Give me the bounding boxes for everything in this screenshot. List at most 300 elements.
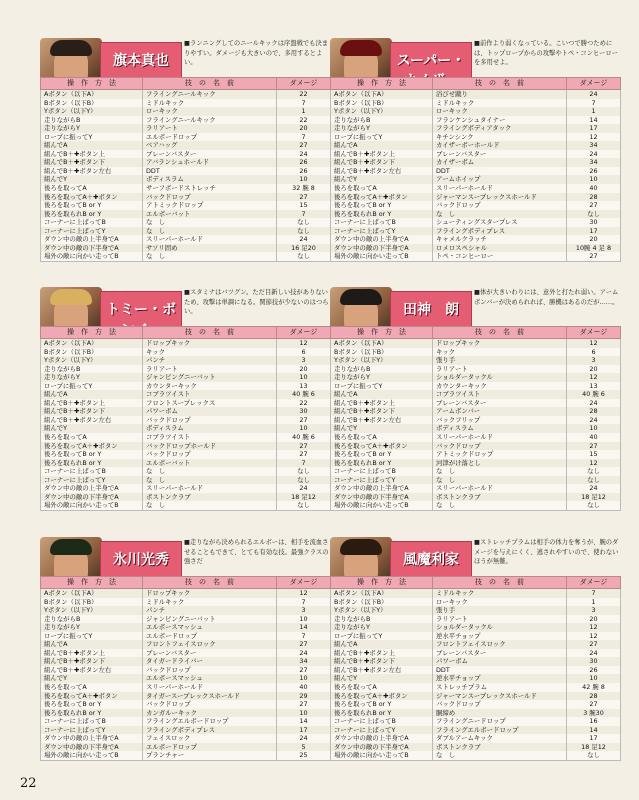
table-row: [41, 424, 331, 433]
character-section: [40, 36, 330, 261]
move-name-cell: バックドロップホールド: [143, 442, 277, 451]
damage-cell: 24: [277, 150, 331, 159]
move-name-cell: ミドルキック: [143, 99, 277, 108]
table-row: [331, 399, 621, 408]
input-method-cell: Aボタン（以下A）: [331, 339, 433, 348]
move-name-cell: バックドロップ: [143, 416, 277, 425]
input-method-cell: 後ろを取ってA: [41, 184, 143, 193]
move-name-cell: バックドロップ: [143, 700, 277, 709]
character-name: 風魔利家: [403, 552, 459, 568]
input-method-cell: 後ろを取ってA: [41, 683, 143, 692]
input-method-cell: Yボタン（以下Y）: [41, 107, 143, 116]
damage-cell: 22: [277, 90, 331, 99]
damage-cell: 20: [277, 365, 331, 374]
damage-cell: 7: [277, 133, 331, 142]
move-name-cell: ショルダータックル: [433, 373, 567, 382]
input-method-cell: 組んでB＋✚ボタン下: [331, 158, 433, 167]
move-name-cell: ストレッチプラム: [433, 683, 567, 692]
move-table: [40, 77, 331, 262]
move-table: [330, 576, 621, 761]
column-header-move: 技 の 名 前: [433, 78, 567, 90]
input-method-cell: 場外の敵に向かい走ってB: [41, 751, 143, 760]
input-method-cell: 場外の敵に向かい走ってB: [41, 252, 143, 261]
table-row: [331, 598, 621, 607]
damage-cell: 24: [277, 484, 331, 493]
damage-cell: 10: [567, 674, 621, 683]
move-name-cell: アームボンバー: [433, 407, 567, 416]
damage-cell: 20: [567, 615, 621, 624]
table-row: [331, 433, 621, 442]
input-method-cell: 後ろを取ってB or Y: [331, 700, 433, 709]
table-row: [41, 467, 331, 476]
move-name-cell: キック: [433, 348, 567, 357]
table-row: [331, 133, 621, 142]
page-number: 22: [20, 776, 37, 791]
input-method-cell: 走りながらY: [41, 124, 143, 133]
input-method-cell: Aボタン（以下A）: [41, 339, 143, 348]
table-row: [331, 476, 621, 485]
input-method-cell: ダウン中の敵の上半身でA: [41, 484, 143, 493]
input-method-cell: 走りながらB: [331, 116, 433, 125]
damage-cell: 40 腕 6: [277, 433, 331, 442]
damage-cell: 30: [277, 407, 331, 416]
table-row: [41, 459, 331, 468]
move-name-cell: トペ・コンヒーロー: [433, 252, 567, 261]
damage-cell: なし: [567, 476, 621, 485]
character-name: 田神 朗: [403, 302, 459, 318]
input-method-cell: 組んでB＋✚ボタン左右: [41, 416, 143, 425]
input-method-cell: コーナーに上ばってY: [41, 476, 143, 485]
damage-cell: 25: [277, 751, 331, 760]
damage-cell: 27: [277, 700, 331, 709]
damage-cell: 1: [567, 598, 621, 607]
damage-cell: 10: [567, 424, 621, 433]
damage-cell: 7: [277, 459, 331, 468]
move-name-cell: ドロップキック: [143, 589, 277, 598]
move-name-cell: アームホイップ: [433, 175, 567, 184]
table-row: [41, 709, 331, 718]
move-name-cell: ドロップキック: [143, 339, 277, 348]
move-name-cell: ミドルキック: [433, 589, 567, 598]
input-method-cell: 走りながらB: [41, 116, 143, 125]
input-method-cell: 後ろを取られB or Y: [331, 210, 433, 219]
damage-cell: 5: [277, 743, 331, 752]
move-name-cell: フライングエルボードロップ: [143, 717, 277, 726]
table-row: [41, 700, 331, 709]
move-name-cell: キャメルクラッチ: [433, 235, 567, 244]
table-row: [41, 623, 331, 632]
table-row: [331, 390, 621, 399]
table-row: [41, 365, 331, 374]
move-name-cell: エルボードロップ: [143, 133, 277, 142]
character-name: トミー・ボ: [106, 302, 176, 318]
move-name-cell: な し: [433, 467, 567, 476]
table-row: [41, 598, 331, 607]
damage-cell: 1: [567, 107, 621, 116]
input-method-cell: 後ろを取られB or Y: [331, 709, 433, 718]
move-name-cell: DDT: [433, 167, 567, 176]
table-row: [41, 416, 331, 425]
move-name-cell: フライングニールキック: [143, 116, 277, 125]
move-name-cell: スリーパーホールド: [143, 235, 277, 244]
table-row: [331, 116, 621, 125]
input-method-cell: ダウン中の敵の下半身でA: [41, 493, 143, 502]
table-row: [331, 218, 621, 227]
input-method-cell: ダウン中の敵の上半身でA: [331, 484, 433, 493]
table-row: [41, 124, 331, 133]
input-method-cell: 組んでB＋✚ボタン左右: [331, 167, 433, 176]
input-method-cell: Yボタン（以下Y）: [41, 356, 143, 365]
damage-cell: 10: [277, 709, 331, 718]
damage-cell: 17: [277, 726, 331, 735]
table-row: [41, 683, 331, 692]
input-method-cell: 組んでB＋✚ボタン下: [41, 407, 143, 416]
character-name-plate: [100, 42, 182, 78]
damage-cell: 34: [567, 158, 621, 167]
move-name-cell: バックドロップ: [433, 700, 567, 709]
damage-cell: 27: [567, 640, 621, 649]
input-method-cell: Yボタン（以下Y）: [331, 606, 433, 615]
move-name-cell: 浴びせ蹴り: [433, 90, 567, 99]
table-row: [41, 244, 331, 253]
move-name-cell: スリーパーホールド: [143, 683, 277, 692]
move-name-cell: な し: [433, 476, 567, 485]
move-name-cell: コブラツイスト: [433, 390, 567, 399]
input-method-cell: コーナーに上ばってY: [41, 227, 143, 236]
input-method-cell: ダウン中の敵の上半身でA: [331, 734, 433, 743]
table-row: [331, 623, 621, 632]
move-name-cell: パワーボム: [433, 657, 567, 666]
damage-cell: 6: [277, 348, 331, 357]
input-method-cell: ロープに振ってY: [41, 133, 143, 142]
input-method-cell: 場外の敵に向かい走ってB: [331, 252, 433, 261]
input-method-cell: コーナーに上ばってB: [331, 717, 433, 726]
input-method-cell: ロープに振ってY: [41, 632, 143, 641]
damage-cell: 24: [567, 399, 621, 408]
input-method-cell: ダウン中の敵の下半身でA: [331, 743, 433, 752]
table-row: [41, 373, 331, 382]
column-header-move: 技 の 名 前: [433, 577, 567, 589]
table-row: [41, 356, 331, 365]
input-method-cell: 走りながらY: [331, 623, 433, 632]
input-method-cell: Aボタン（以下A）: [331, 90, 433, 99]
move-name-cell: ボストンクラブ: [433, 493, 567, 502]
damage-cell: 30: [567, 218, 621, 227]
damage-cell: なし: [567, 467, 621, 476]
input-method-cell: 後ろを取ってB or Y: [41, 450, 143, 459]
move-table: [40, 576, 331, 761]
table-row: [331, 373, 621, 382]
table-row: [331, 424, 621, 433]
column-header-damage: ダメージ: [277, 327, 331, 339]
move-name-cell: ショルダータックル: [433, 623, 567, 632]
damage-cell: 7: [277, 99, 331, 108]
damage-cell: 3: [567, 606, 621, 615]
move-name-cell: ボストンクラブ: [433, 743, 567, 752]
input-method-cell: 組んでY: [41, 424, 143, 433]
damage-cell: 15: [277, 201, 331, 210]
table-row: [331, 709, 621, 718]
damage-cell: 7: [567, 589, 621, 598]
table-row: [331, 683, 621, 692]
move-name-cell: フランケンシュタイナー: [433, 116, 567, 125]
table-row: [41, 184, 331, 193]
table-row: [331, 365, 621, 374]
move-name-cell: フロントフェイスロック: [143, 640, 277, 649]
damage-cell: 14: [567, 116, 621, 125]
damage-cell: 20: [277, 124, 331, 133]
character-name-plate: [100, 541, 182, 577]
damage-cell: なし: [277, 252, 331, 261]
input-method-cell: 組んでY: [331, 424, 433, 433]
move-name-cell: 逆水平チョップ: [433, 674, 567, 683]
table-row: [331, 450, 621, 459]
input-method-cell: 走りながらB: [41, 615, 143, 624]
damage-cell: 27: [277, 640, 331, 649]
damage-cell: 27: [277, 666, 331, 675]
damage-cell: 27: [277, 193, 331, 202]
input-method-cell: Bボタン（以下B）: [41, 99, 143, 108]
table-row: [41, 632, 331, 641]
character-name-plate: [390, 42, 472, 78]
table-row: [41, 218, 331, 227]
table-row: [41, 193, 331, 202]
move-name-cell: な し: [143, 476, 277, 485]
damage-cell: 24: [567, 416, 621, 425]
input-method-cell: 走りながらY: [41, 373, 143, 382]
move-name-cell: カウンターキック: [433, 382, 567, 391]
table-row: [331, 107, 621, 116]
move-name-cell: ラリアート: [433, 365, 567, 374]
damage-cell: 27: [277, 416, 331, 425]
input-method-cell: 後ろを取ってA: [41, 433, 143, 442]
move-name-cell: カイザーボーホールド: [433, 141, 567, 150]
table-row: [41, 734, 331, 743]
move-name-cell: バックドロップ: [143, 193, 277, 202]
table-row: [41, 726, 331, 735]
column-header-damage: ダメージ: [567, 327, 621, 339]
input-method-cell: ダウン中の敵の下半身でA: [331, 244, 433, 253]
damage-cell: 10: [277, 674, 331, 683]
move-name-cell: キチンシンク: [433, 133, 567, 142]
damage-cell: 40: [277, 683, 331, 692]
table-row: [41, 442, 331, 451]
move-name-cell: アトミックドロップ: [433, 450, 567, 459]
move-table: [330, 77, 621, 262]
input-method-cell: ダウン中の敵の下半身でA: [331, 493, 433, 502]
move-name-cell: ジャーマンスープレックスホールド: [433, 692, 567, 701]
damage-cell: 6: [567, 348, 621, 357]
move-name-cell: パワーボム: [143, 407, 277, 416]
table-row: [41, 743, 331, 752]
input-method-cell: 場外の敵に向かい走ってB: [331, 751, 433, 760]
damage-cell: 40: [567, 433, 621, 442]
damage-cell: 14: [277, 623, 331, 632]
damage-cell: 27: [567, 442, 621, 451]
damage-cell: なし: [567, 210, 621, 219]
damage-cell: 10: [277, 615, 331, 624]
move-name-cell: ジャーマンスープレックスホールド: [433, 193, 567, 202]
move-name-cell: エルボーバット: [143, 210, 277, 219]
input-method-cell: 走りながらY: [41, 623, 143, 632]
table-row: [331, 606, 621, 615]
input-method-cell: 組んでB＋✚ボタン左右: [331, 666, 433, 675]
table-row: [41, 399, 331, 408]
input-method-cell: 後ろを取られB or Y: [41, 709, 143, 718]
input-method-cell: 後ろを取られB or Y: [41, 210, 143, 219]
table-row: [331, 734, 621, 743]
move-name-cell: アトミックドロップ: [143, 201, 277, 210]
move-name-cell: ブレーンバスター: [143, 150, 277, 159]
move-name-cell: タイガードライバー: [143, 657, 277, 666]
input-method-cell: 後ろを取ってA＋✚ボタン: [331, 692, 433, 701]
input-method-cell: 後ろを取られB or Y: [41, 459, 143, 468]
table-row: [331, 717, 621, 726]
damage-cell: 10: [277, 424, 331, 433]
damage-cell: 12: [567, 632, 621, 641]
table-row: [331, 493, 621, 502]
move-name-cell: カイザーボム: [433, 158, 567, 167]
input-method-cell: 組んでA: [41, 141, 143, 150]
move-name-cell: エルボースマッシュ: [143, 623, 277, 632]
table-row: [41, 692, 331, 701]
damage-cell: なし: [567, 501, 621, 510]
move-name-cell: タイガースープレックスホールド: [143, 692, 277, 701]
input-method-cell: コーナーに上ばってY: [331, 227, 433, 236]
input-method-cell: 後ろを取ってB or Y: [331, 450, 433, 459]
table-row: [331, 184, 621, 193]
damage-cell: なし: [277, 476, 331, 485]
table-row: [331, 348, 621, 357]
input-method-cell: コーナーに上ばってB: [331, 218, 433, 227]
table-row: [331, 632, 621, 641]
table-row: [41, 150, 331, 159]
damage-cell: 12: [567, 339, 621, 348]
input-method-cell: Bボタン（以下B）: [331, 598, 433, 607]
damage-cell: 12: [567, 133, 621, 142]
character-section: [330, 535, 620, 760]
move-name-cell: ラリアート: [433, 615, 567, 624]
damage-cell: 27: [277, 442, 331, 451]
input-method-cell: 走りながらY: [331, 373, 433, 382]
damage-cell: 12: [277, 589, 331, 598]
table-row: [41, 450, 331, 459]
move-name-cell: バックドロップ: [143, 666, 277, 675]
column-header-move: 技 の 名 前: [143, 327, 277, 339]
damage-cell: 20: [567, 235, 621, 244]
table-row: [41, 407, 331, 416]
input-method-cell: Yボタン（以下Y）: [41, 606, 143, 615]
move-name-cell: フライングニードロップ: [433, 717, 567, 726]
input-method-cell: コーナーに上ばってB: [41, 218, 143, 227]
table-row: [331, 743, 621, 752]
damage-cell: 3: [277, 606, 331, 615]
input-method-cell: 組んでB＋✚ボタン左右: [331, 416, 433, 425]
column-header-method: 操 作 方 法: [41, 327, 143, 339]
input-method-cell: 走りながらB: [331, 615, 433, 624]
move-name-cell: DDT: [143, 167, 277, 176]
damage-cell: 14: [277, 717, 331, 726]
table-row: [331, 751, 621, 760]
damage-cell: 10: [567, 175, 621, 184]
table-row: [331, 649, 621, 658]
column-header-method: 操 作 方 法: [331, 78, 433, 90]
input-method-cell: 組んでB＋✚ボタン左右: [41, 666, 143, 675]
damage-cell: 12: [277, 339, 331, 348]
table-row: [41, 116, 331, 125]
damage-cell: 34: [567, 141, 621, 150]
input-method-cell: ダウン中の敵の上半身でA: [41, 734, 143, 743]
input-method-cell: 組んでY: [41, 674, 143, 683]
move-name-cell: コブラツイスト: [143, 390, 277, 399]
damage-cell: 30: [567, 657, 621, 666]
damage-cell: 24: [567, 484, 621, 493]
damage-cell: 32 腕 8: [277, 184, 331, 193]
damage-cell: 27: [277, 450, 331, 459]
input-method-cell: 場外の敵に向かい走ってB: [41, 501, 143, 510]
damage-cell: 7: [277, 210, 331, 219]
table-row: [41, 175, 331, 184]
input-method-cell: ダウン中の敵の上半身でA: [41, 235, 143, 244]
table-row: [41, 141, 331, 150]
table-row: [41, 476, 331, 485]
move-name-cell: な し: [143, 218, 277, 227]
column-header-move: 技 の 名 前: [433, 327, 567, 339]
table-row: [331, 615, 621, 624]
character-name: スーパー・: [396, 53, 466, 69]
move-name-cell: な し: [143, 467, 277, 476]
damage-cell: 40 腕 6: [567, 390, 621, 399]
damage-cell: 10: [277, 373, 331, 382]
input-method-cell: 組んでA: [41, 640, 143, 649]
move-name-cell: スリーパーホールド: [143, 484, 277, 493]
input-method-cell: 組んでA: [331, 390, 433, 399]
table-row: [331, 175, 621, 184]
move-name-cell: な し: [433, 210, 567, 219]
move-name-cell: フライングボディアタック: [433, 124, 567, 133]
move-name-cell: エルボースマッシュ: [143, 674, 277, 683]
input-method-cell: Yボタン（以下Y）: [331, 356, 433, 365]
table-row: [331, 407, 621, 416]
table-row: [331, 467, 621, 476]
input-method-cell: 組んでB＋✚ボタン下: [41, 657, 143, 666]
damage-cell: 26: [567, 666, 621, 675]
input-method-cell: 組んでB＋✚ボタン下: [41, 158, 143, 167]
table-row: [331, 657, 621, 666]
table-row: [331, 589, 621, 598]
column-header-damage: ダメージ: [277, 577, 331, 589]
table-row: [41, 606, 331, 615]
table-row: [41, 348, 331, 357]
move-name-cell: スリーパーホールド: [433, 484, 567, 493]
input-method-cell: 組んでB＋✚ボタン上: [41, 399, 143, 408]
table-row: [331, 150, 621, 159]
damage-cell: 22: [277, 399, 331, 408]
table-row: [331, 210, 621, 219]
damage-cell: 24: [567, 150, 621, 159]
move-name-cell: フロントスープレックス: [143, 399, 277, 408]
move-name-cell: パンチ: [143, 606, 277, 615]
move-name-cell: カンガルーキック: [143, 709, 277, 718]
move-name-cell: ラリアート: [143, 365, 277, 374]
input-method-cell: Bボタン（以下B）: [331, 99, 433, 108]
move-name-cell: 河津がけ落とし: [433, 459, 567, 468]
damage-cell: 3: [277, 356, 331, 365]
move-name-cell: スリーパーホールド: [433, 433, 567, 442]
move-name-cell: バックフリップ: [433, 416, 567, 425]
table-row: [331, 158, 621, 167]
move-name-cell: サソリ固め: [143, 244, 277, 253]
